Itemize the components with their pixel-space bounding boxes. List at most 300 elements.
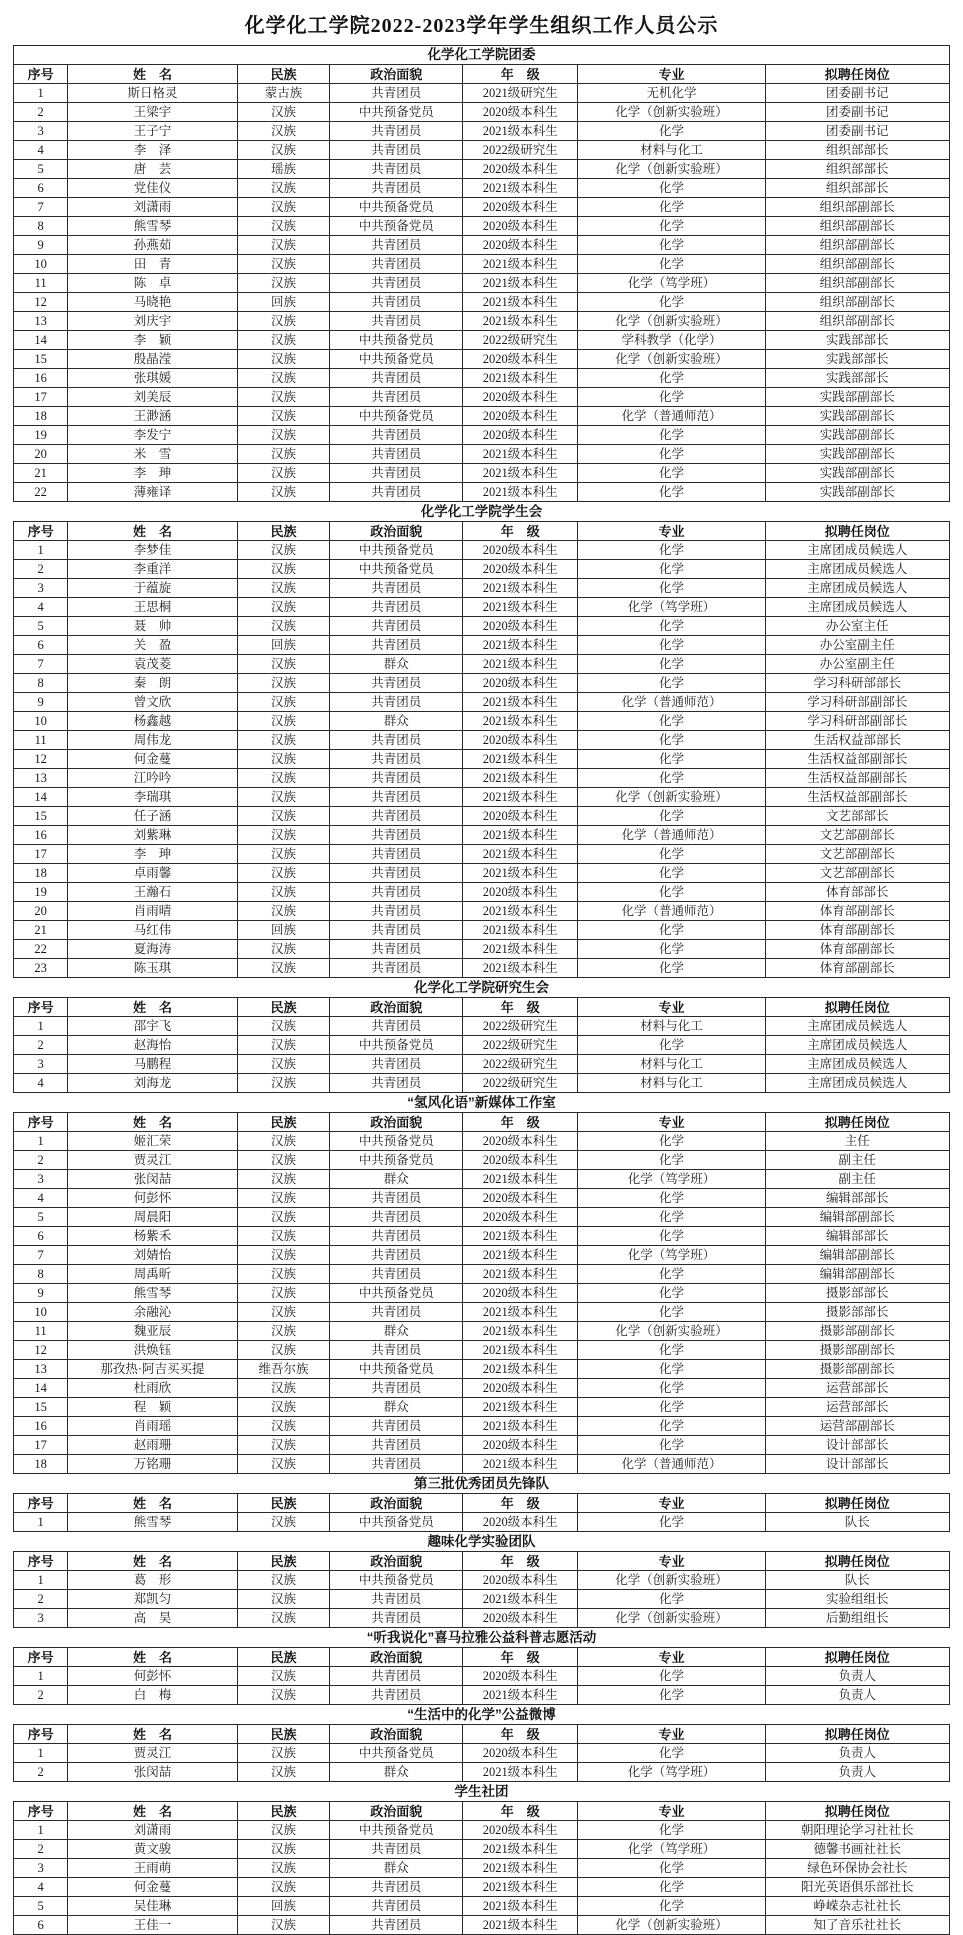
table-row bbox=[14, 388, 950, 407]
cell-political-status: 群众 bbox=[330, 1859, 463, 1878]
cell-name: 王子宁 bbox=[68, 122, 237, 141]
table-row bbox=[14, 1455, 950, 1474]
cell-name: 周伟龙 bbox=[68, 731, 237, 750]
cell-index: 4 bbox=[14, 598, 68, 617]
cell-index: 1 bbox=[14, 1132, 68, 1151]
cell-ethnicity: 回族 bbox=[237, 921, 330, 940]
cell-position: 组织部副部长 bbox=[765, 217, 949, 236]
cell-position: 主席团成员候选人 bbox=[765, 560, 949, 579]
cell-position: 摄影部部长 bbox=[765, 1303, 949, 1322]
cell-major: 化学 bbox=[578, 1036, 765, 1055]
cell-position: 主席团成员候选人 bbox=[765, 1036, 949, 1055]
cell-major: 化学 bbox=[578, 1398, 765, 1417]
cell-index: 9 bbox=[14, 236, 68, 255]
header-row bbox=[14, 1802, 950, 1821]
table-row bbox=[14, 1667, 950, 1686]
cell-major: 化学（创新实验班） bbox=[578, 1609, 765, 1628]
cell-ethnicity: 汉族 bbox=[237, 1744, 330, 1763]
cell-ethnicity: 汉族 bbox=[237, 826, 330, 845]
cell-grade: 2020级本科生 bbox=[463, 1151, 578, 1170]
cell-major: 化学 bbox=[578, 1360, 765, 1379]
table-row bbox=[14, 1840, 950, 1859]
column-header-position: 拟聘任岗位 bbox=[765, 1802, 949, 1821]
cell-major: 化学 bbox=[578, 560, 765, 579]
cell-political-status: 共青团员 bbox=[330, 312, 463, 331]
table-row bbox=[14, 483, 950, 502]
cell-index: 18 bbox=[14, 1455, 68, 1474]
cell-ethnicity: 汉族 bbox=[237, 1590, 330, 1609]
cell-grade: 2022级研究生 bbox=[463, 1017, 578, 1036]
cell-grade: 2021级本科生 bbox=[463, 255, 578, 274]
cell-name: 何金蔓 bbox=[68, 1878, 237, 1897]
cell-name: 薄雍译 bbox=[68, 483, 237, 502]
cell-position: 实践部副部长 bbox=[765, 464, 949, 483]
cell-ethnicity: 汉族 bbox=[237, 1055, 330, 1074]
cell-ethnicity: 汉族 bbox=[237, 1436, 330, 1455]
cell-major: 化学 bbox=[578, 807, 765, 826]
cell-grade: 2020级本科生 bbox=[463, 426, 578, 445]
table-row bbox=[14, 160, 950, 179]
cell-political-status: 中共预备党员 bbox=[330, 407, 463, 426]
cell-position: 体育部副部长 bbox=[765, 940, 949, 959]
header-row bbox=[14, 1113, 950, 1132]
cell-name: 李 泽 bbox=[68, 141, 237, 160]
cell-position: 朝阳理论学习社社长 bbox=[765, 1821, 949, 1840]
cell-major: 化学 bbox=[578, 1208, 765, 1227]
cell-grade: 2021级本科生 bbox=[463, 921, 578, 940]
table-row bbox=[14, 1686, 950, 1705]
table-row bbox=[14, 674, 950, 693]
cell-grade: 2021级本科生 bbox=[463, 1322, 578, 1341]
column-header-major: 专业 bbox=[578, 1113, 765, 1132]
section-title: 化学化工学院研究生会 bbox=[414, 980, 549, 995]
cell-political-status: 共青团员 bbox=[330, 921, 463, 940]
cell-grade: 2021级本科生 bbox=[463, 750, 578, 769]
cell-index: 2 bbox=[14, 1151, 68, 1170]
cell-index: 15 bbox=[14, 807, 68, 826]
cell-index: 4 bbox=[14, 1189, 68, 1208]
cell-position: 负责人 bbox=[765, 1667, 949, 1686]
cell-major: 化学 bbox=[578, 369, 765, 388]
cell-position: 负责人 bbox=[765, 1686, 949, 1705]
column-header-position: 拟聘任岗位 bbox=[765, 998, 949, 1017]
table-row bbox=[14, 598, 950, 617]
cell-grade: 2020级本科生 bbox=[463, 1436, 578, 1455]
cell-grade: 2021级本科生 bbox=[463, 1303, 578, 1322]
cell-name: 吴佳琳 bbox=[68, 1897, 237, 1916]
table-row bbox=[14, 122, 950, 141]
cell-position: 体育部副部长 bbox=[765, 959, 949, 978]
section-title: 第三批优秀团员先锋队 bbox=[414, 1476, 549, 1491]
cell-ethnicity: 汉族 bbox=[237, 1821, 330, 1840]
cell-political-status: 共青团员 bbox=[330, 731, 463, 750]
cell-major: 化学 bbox=[578, 255, 765, 274]
cell-position: 体育部部长 bbox=[765, 883, 949, 902]
column-header-major: 专业 bbox=[578, 998, 765, 1017]
cell-grade: 2021级本科生 bbox=[463, 1859, 578, 1878]
table-row bbox=[14, 883, 950, 902]
cell-major: 化学 bbox=[578, 293, 765, 312]
column-header-ethnicity: 民族 bbox=[237, 1494, 330, 1513]
cell-ethnicity: 汉族 bbox=[237, 845, 330, 864]
table-row bbox=[14, 255, 950, 274]
cell-position: 摄影部副部长 bbox=[765, 1322, 949, 1341]
cell-political-status: 共青团员 bbox=[330, 1897, 463, 1916]
cell-ethnicity: 蒙古族 bbox=[237, 84, 330, 103]
cell-grade: 2020级本科生 bbox=[463, 731, 578, 750]
cell-major: 化学（普通师范） bbox=[578, 693, 765, 712]
table-row bbox=[14, 331, 950, 350]
cell-political-status: 共青团员 bbox=[330, 1017, 463, 1036]
cell-name: 李重洋 bbox=[68, 560, 237, 579]
cell-index: 3 bbox=[14, 579, 68, 598]
cell-grade: 2020级本科生 bbox=[463, 160, 578, 179]
column-header-index: 序号 bbox=[14, 1648, 68, 1667]
cell-major: 化学（笃学班） bbox=[578, 1840, 765, 1859]
cell-major: 化学 bbox=[578, 1303, 765, 1322]
cell-name: 江吟吟 bbox=[68, 769, 237, 788]
cell-position: 组织部副部长 bbox=[765, 293, 949, 312]
cell-political-status: 共青团员 bbox=[330, 579, 463, 598]
cell-position: 团委副书记 bbox=[765, 122, 949, 141]
cell-position: 团委副书记 bbox=[765, 103, 949, 122]
cell-ethnicity: 汉族 bbox=[237, 1208, 330, 1227]
column-header-ethnicity: 民族 bbox=[237, 522, 330, 541]
cell-position: 队长 bbox=[765, 1513, 949, 1532]
table-row bbox=[14, 312, 950, 331]
cell-ethnicity: 汉族 bbox=[237, 1878, 330, 1897]
cell-ethnicity: 汉族 bbox=[237, 1859, 330, 1878]
cell-name: 何金蔓 bbox=[68, 750, 237, 769]
cell-index: 5 bbox=[14, 160, 68, 179]
roster-table bbox=[13, 45, 950, 502]
cell-name: 关 盈 bbox=[68, 636, 237, 655]
column-header-name: 姓 名 bbox=[68, 1494, 237, 1513]
cell-political-status: 共青团员 bbox=[330, 1417, 463, 1436]
cell-position: 办公室副主任 bbox=[765, 655, 949, 674]
cell-grade: 2020级本科生 bbox=[463, 217, 578, 236]
column-header-major: 专业 bbox=[578, 1648, 765, 1667]
cell-grade: 2020级本科生 bbox=[463, 541, 578, 560]
table-row bbox=[14, 1379, 950, 1398]
cell-major: 化学 bbox=[578, 1878, 765, 1897]
column-header-political-status: 政治面貌 bbox=[330, 1494, 463, 1513]
cell-position: 办公室副主任 bbox=[765, 636, 949, 655]
cell-index: 22 bbox=[14, 483, 68, 502]
cell-major: 化学（创新实验班） bbox=[578, 1322, 765, 1341]
cell-grade: 2020级本科生 bbox=[463, 560, 578, 579]
cell-name: 杨紫禾 bbox=[68, 1227, 237, 1246]
cell-political-status: 中共预备党员 bbox=[330, 1036, 463, 1055]
cell-major: 化学 bbox=[578, 617, 765, 636]
cell-ethnicity: 汉族 bbox=[237, 1398, 330, 1417]
column-header-ethnicity: 民族 bbox=[237, 998, 330, 1017]
cell-position: 实验组组长 bbox=[765, 1590, 949, 1609]
cell-political-status: 中共预备党员 bbox=[330, 1360, 463, 1379]
cell-political-status: 共青团员 bbox=[330, 598, 463, 617]
cell-index: 20 bbox=[14, 902, 68, 921]
cell-ethnicity: 汉族 bbox=[237, 407, 330, 426]
cell-name: 陈玉琪 bbox=[68, 959, 237, 978]
cell-index: 4 bbox=[14, 1074, 68, 1093]
table-row bbox=[14, 1322, 950, 1341]
table-row bbox=[14, 731, 950, 750]
cell-political-status: 中共预备党员 bbox=[330, 350, 463, 369]
cell-political-status: 共青团员 bbox=[330, 1686, 463, 1705]
header-row bbox=[14, 998, 950, 1017]
cell-grade: 2021级本科生 bbox=[463, 122, 578, 141]
cell-grade: 2020级本科生 bbox=[463, 674, 578, 693]
table-row bbox=[14, 1227, 950, 1246]
cell-position: 主席团成员候选人 bbox=[765, 598, 949, 617]
table-row bbox=[14, 1821, 950, 1840]
cell-political-status: 共青团员 bbox=[330, 1303, 463, 1322]
cell-index: 3 bbox=[14, 1055, 68, 1074]
cell-index: 15 bbox=[14, 350, 68, 369]
cell-major: 化学 bbox=[578, 1284, 765, 1303]
cell-ethnicity: 汉族 bbox=[237, 769, 330, 788]
cell-name: 周晨阳 bbox=[68, 1208, 237, 1227]
cell-political-status: 共青团员 bbox=[330, 1609, 463, 1628]
cell-political-status: 群众 bbox=[330, 1170, 463, 1189]
cell-name: 白 梅 bbox=[68, 1686, 237, 1705]
cell-name: 唐 芸 bbox=[68, 160, 237, 179]
cell-grade: 2020级本科生 bbox=[463, 1208, 578, 1227]
cell-major: 化学 bbox=[578, 1151, 765, 1170]
cell-name: 那孜热·阿吉买买提 bbox=[68, 1360, 237, 1379]
cell-name: 党佳仪 bbox=[68, 179, 237, 198]
cell-major: 化学 bbox=[578, 1189, 765, 1208]
cell-major: 化学（普通师范） bbox=[578, 902, 765, 921]
cell-position: 队长 bbox=[765, 1571, 949, 1590]
cell-political-status: 共青团员 bbox=[330, 1055, 463, 1074]
cell-name: 马鹏程 bbox=[68, 1055, 237, 1074]
cell-position: 生活权益部副部长 bbox=[765, 769, 949, 788]
cell-index: 8 bbox=[14, 1265, 68, 1284]
cell-name: 李发宁 bbox=[68, 426, 237, 445]
cell-position: 生活权益部副部长 bbox=[765, 788, 949, 807]
cell-name: 余融沁 bbox=[68, 1303, 237, 1322]
cell-index: 5 bbox=[14, 617, 68, 636]
cell-index: 6 bbox=[14, 1227, 68, 1246]
cell-political-status: 共青团员 bbox=[330, 122, 463, 141]
cell-ethnicity: 汉族 bbox=[237, 674, 330, 693]
cell-index: 23 bbox=[14, 959, 68, 978]
cell-ethnicity: 汉族 bbox=[237, 350, 330, 369]
cell-political-status: 共青团员 bbox=[330, 1436, 463, 1455]
cell-major: 化学 bbox=[578, 426, 765, 445]
cell-major: 化学（创新实验班） bbox=[578, 1916, 765, 1935]
cell-political-status: 共青团员 bbox=[330, 1246, 463, 1265]
cell-ethnicity: 汉族 bbox=[237, 312, 330, 331]
cell-name: 程 颖 bbox=[68, 1398, 237, 1417]
cell-index: 5 bbox=[14, 1897, 68, 1916]
cell-index: 2 bbox=[14, 560, 68, 579]
cell-political-status: 共青团员 bbox=[330, 1667, 463, 1686]
cell-name: 李 珅 bbox=[68, 464, 237, 483]
cell-ethnicity: 汉族 bbox=[237, 122, 330, 141]
cell-name: 洪焕钰 bbox=[68, 1341, 237, 1360]
column-header-major: 专业 bbox=[578, 1494, 765, 1513]
cell-major: 化学 bbox=[578, 1341, 765, 1360]
cell-major: 化学（笃学班） bbox=[578, 1763, 765, 1782]
cell-index: 1 bbox=[14, 84, 68, 103]
cell-index: 1 bbox=[14, 541, 68, 560]
cell-name: 刘紫琳 bbox=[68, 826, 237, 845]
cell-political-status: 共青团员 bbox=[330, 826, 463, 845]
cell-political-status: 共青团员 bbox=[330, 1590, 463, 1609]
cell-index: 2 bbox=[14, 1036, 68, 1055]
cell-name: 郑凯匀 bbox=[68, 1590, 237, 1609]
cell-name: 肖雨晴 bbox=[68, 902, 237, 921]
cell-position: 实践部部长 bbox=[765, 369, 949, 388]
cell-major: 化学（创新实验班） bbox=[578, 1571, 765, 1590]
cell-index: 14 bbox=[14, 788, 68, 807]
cell-major: 化学 bbox=[578, 1227, 765, 1246]
cell-major: 化学 bbox=[578, 1667, 765, 1686]
column-header-grade: 年 级 bbox=[463, 1725, 578, 1744]
cell-political-status: 共青团员 bbox=[330, 1208, 463, 1227]
cell-position: 德馨书画社社长 bbox=[765, 1840, 949, 1859]
cell-political-status: 中共预备党员 bbox=[330, 103, 463, 122]
cell-major: 化学（创新实验班） bbox=[578, 788, 765, 807]
column-header-index: 序号 bbox=[14, 1725, 68, 1744]
cell-ethnicity: 汉族 bbox=[237, 1763, 330, 1782]
cell-political-status: 共青团员 bbox=[330, 1379, 463, 1398]
cell-political-status: 群众 bbox=[330, 1763, 463, 1782]
column-header-name: 姓 名 bbox=[68, 1725, 237, 1744]
cell-ethnicity: 汉族 bbox=[237, 198, 330, 217]
column-header-political-status: 政治面貌 bbox=[330, 1552, 463, 1571]
cell-name: 王佳一 bbox=[68, 1916, 237, 1935]
cell-major: 化学 bbox=[578, 198, 765, 217]
cell-index: 6 bbox=[14, 179, 68, 198]
cell-ethnicity: 汉族 bbox=[237, 864, 330, 883]
cell-ethnicity: 汉族 bbox=[237, 1571, 330, 1590]
header-row bbox=[14, 522, 950, 541]
cell-major: 化学 bbox=[578, 179, 765, 198]
column-header-major: 专业 bbox=[578, 1725, 765, 1744]
cell-index: 12 bbox=[14, 293, 68, 312]
cell-name: 秦 朗 bbox=[68, 674, 237, 693]
cell-name: 张闵喆 bbox=[68, 1763, 237, 1782]
cell-grade: 2020级本科生 bbox=[463, 1821, 578, 1840]
cell-index: 16 bbox=[14, 1417, 68, 1436]
cell-grade: 2021级本科生 bbox=[463, 1341, 578, 1360]
column-header-grade: 年 级 bbox=[463, 1802, 578, 1821]
table-row bbox=[14, 921, 950, 940]
cell-position: 知了音乐社社长 bbox=[765, 1916, 949, 1935]
cell-ethnicity: 汉族 bbox=[237, 1417, 330, 1436]
cell-grade: 2020级本科生 bbox=[463, 350, 578, 369]
table-row bbox=[14, 1571, 950, 1590]
table-row bbox=[14, 1763, 950, 1782]
column-header-position: 拟聘任岗位 bbox=[765, 1494, 949, 1513]
cell-major: 化学 bbox=[578, 217, 765, 236]
cell-name: 魏亚辰 bbox=[68, 1322, 237, 1341]
cell-position: 后勤组组长 bbox=[765, 1609, 949, 1628]
table-row bbox=[14, 693, 950, 712]
cell-major: 化学 bbox=[578, 1417, 765, 1436]
cell-ethnicity: 维吾尔族 bbox=[237, 1360, 330, 1379]
cell-position: 组织部部长 bbox=[765, 160, 949, 179]
cell-name: 杜雨欣 bbox=[68, 1379, 237, 1398]
cell-ethnicity: 汉族 bbox=[237, 179, 330, 198]
section-title: “生活中的化学”公益微博 bbox=[407, 1707, 556, 1722]
cell-ethnicity: 汉族 bbox=[237, 1036, 330, 1055]
cell-major: 化学 bbox=[578, 1744, 765, 1763]
cell-position: 学习科研部副部长 bbox=[765, 712, 949, 731]
cell-major: 化学 bbox=[578, 712, 765, 731]
cell-political-status: 共青团员 bbox=[330, 426, 463, 445]
cell-index: 1 bbox=[14, 1513, 68, 1532]
cell-position: 生活权益部副部长 bbox=[765, 750, 949, 769]
cell-name: 何彭怀 bbox=[68, 1189, 237, 1208]
cell-position: 编辑部副部长 bbox=[765, 1208, 949, 1227]
cell-position: 组织部部长 bbox=[765, 179, 949, 198]
cell-index: 3 bbox=[14, 122, 68, 141]
cell-grade: 2021级本科生 bbox=[463, 1686, 578, 1705]
cell-major: 化学 bbox=[578, 1897, 765, 1916]
cell-grade: 2021级本科生 bbox=[463, 312, 578, 331]
cell-name: 葛 形 bbox=[68, 1571, 237, 1590]
cell-ethnicity: 汉族 bbox=[237, 1151, 330, 1170]
cell-ethnicity: 汉族 bbox=[237, 1132, 330, 1151]
cell-position: 编辑部副部长 bbox=[765, 1246, 949, 1265]
table-row bbox=[14, 1151, 950, 1170]
table-row bbox=[14, 1859, 950, 1878]
cell-position: 绿色环保协会社长 bbox=[765, 1859, 949, 1878]
cell-name: 刘婧怡 bbox=[68, 1246, 237, 1265]
cell-major: 化学 bbox=[578, 1590, 765, 1609]
cell-ethnicity: 汉族 bbox=[237, 217, 330, 236]
cell-name: 贾灵江 bbox=[68, 1744, 237, 1763]
page-title: 化学化工学院2022-2023学年学生组织工作人员公示 bbox=[244, 15, 719, 37]
cell-grade: 2022级研究生 bbox=[463, 1036, 578, 1055]
cell-political-status: 共青团员 bbox=[330, 674, 463, 693]
cell-position: 副主任 bbox=[765, 1151, 949, 1170]
cell-major: 化学 bbox=[578, 1379, 765, 1398]
column-header-major: 专业 bbox=[578, 65, 765, 84]
cell-position: 实践部副部长 bbox=[765, 445, 949, 464]
column-header-position: 拟聘任岗位 bbox=[765, 1648, 949, 1667]
cell-grade: 2020级本科生 bbox=[463, 236, 578, 255]
cell-political-status: 共青团员 bbox=[330, 769, 463, 788]
table-row bbox=[14, 1036, 950, 1055]
table-row bbox=[14, 845, 950, 864]
cell-grade: 2020级本科生 bbox=[463, 1571, 578, 1590]
cell-position: 编辑部副部长 bbox=[765, 1265, 949, 1284]
cell-position: 实践部部长 bbox=[765, 331, 949, 350]
cell-name: 殷晶滢 bbox=[68, 350, 237, 369]
section-title: 学生社团 bbox=[454, 1784, 509, 1799]
cell-index: 9 bbox=[14, 1284, 68, 1303]
cell-political-status: 共青团员 bbox=[330, 464, 463, 483]
cell-grade: 2020级本科生 bbox=[463, 1189, 578, 1208]
cell-name: 马红伟 bbox=[68, 921, 237, 940]
table-row bbox=[14, 1878, 950, 1897]
cell-ethnicity: 瑶族 bbox=[237, 160, 330, 179]
cell-grade: 2022级研究生 bbox=[463, 331, 578, 350]
cell-index: 7 bbox=[14, 655, 68, 674]
cell-political-status: 中共预备党员 bbox=[330, 1744, 463, 1763]
cell-ethnicity: 汉族 bbox=[237, 464, 330, 483]
cell-grade: 2021级本科生 bbox=[463, 1878, 578, 1897]
cell-grade: 2021级本科生 bbox=[463, 864, 578, 883]
cell-ethnicity: 汉族 bbox=[237, 750, 330, 769]
cell-index: 2 bbox=[14, 1686, 68, 1705]
column-header-grade: 年 级 bbox=[463, 522, 578, 541]
